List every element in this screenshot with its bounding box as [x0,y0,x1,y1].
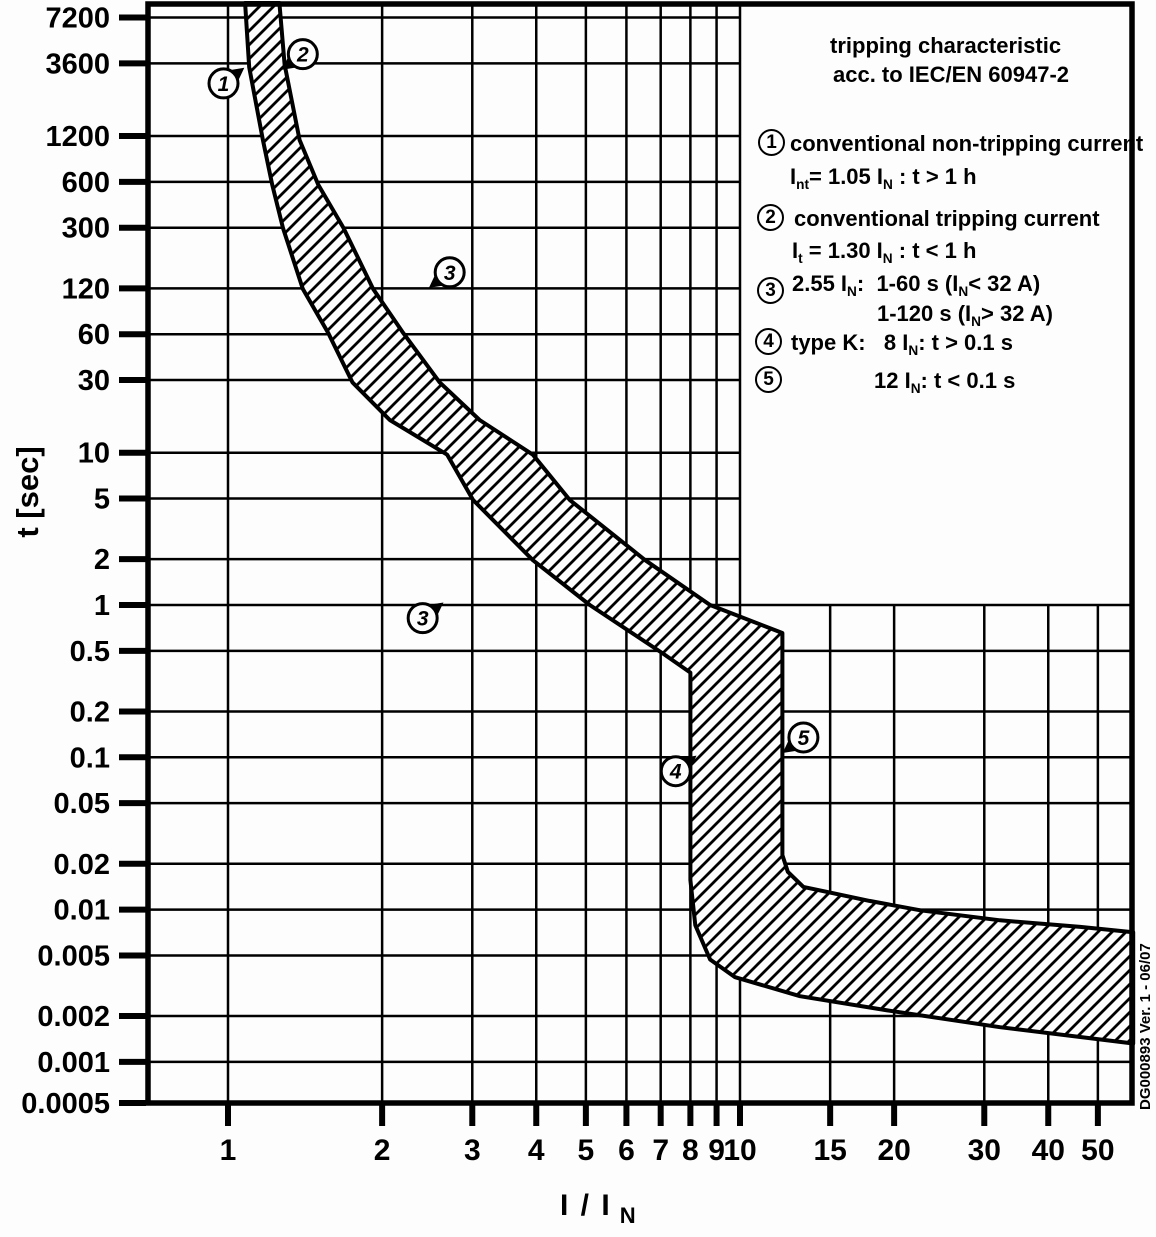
x-tick-label: 20 [877,1134,911,1167]
document-id-watermark: DG000893 Ver. 1 - 06/07 [1137,943,1154,1110]
y-tick-label: 0.0005 [21,1088,110,1120]
x-tick-label: 4 [527,1134,545,1167]
marker-number: 1 [217,72,230,96]
x-tick-labels [220,1134,1115,1167]
y-tick-label: 0.005 [37,940,110,973]
y-tick-labels [21,3,110,1120]
legend-circle-1 [758,129,785,156]
marker-number: 3 [416,607,429,631]
y-tick-label: 0.2 [69,696,110,729]
y-tick-label: 7200 [45,2,110,35]
y-tick-label: 30 [77,365,110,398]
y-tick-label: 2 [93,544,110,577]
y-tick-label: 300 [61,212,110,245]
marker-3 [429,258,464,288]
marker-number: 3 [443,261,456,285]
legend-circle-4 [755,328,782,355]
y-tick-label: 0.002 [37,1001,110,1034]
x-tick-label: 8 [682,1134,699,1167]
x-tick-label: 15 [813,1134,847,1167]
y-tick-label: 10 [77,437,110,470]
y-tick-label: 600 [61,166,110,199]
x-tick-label: 6 [618,1134,635,1167]
legend [742,0,1144,606]
legend-circle-5 [755,366,782,393]
y-tick-label: 120 [61,273,110,306]
x-tick-label: 1 [219,1134,237,1167]
circled-number-1: 1 [758,129,785,156]
y-tick-label: 3600 [45,48,110,81]
y-tick-label: 0.01 [53,894,110,927]
x-tick-label: 2 [373,1134,391,1167]
y-tick-label: 5 [93,483,110,516]
legend-item-2-line2: $I_t = 1.30$ $I_N$ : t < 1 h [792,238,977,267]
legend-title-line1: tripping characteristic [830,33,1062,58]
circled-number-4: 4 [755,328,782,355]
marker-5 [783,723,818,753]
x-tick-label: 50 [1081,1134,1115,1167]
legend-title-line2: acc. to IEC/EN 60947-2 [833,62,1070,87]
marker-2 [282,40,317,70]
circled-number-2: 2 [757,204,784,231]
legend-item-4-line1: type K: 8 $I_N$: t > 0.1 s [791,330,1013,359]
legend-circle-3 [757,277,784,304]
legend-item-2-line1: conventional tripping current [794,206,1100,231]
marker-3b [408,603,443,633]
circled-number-3: 3 [757,277,784,304]
legend-circle-2 [757,204,784,231]
x-tick-label: 5 [577,1134,595,1167]
y-tick-label: 0.1 [69,742,110,775]
y-tick-label: 0.02 [53,848,110,881]
x-tick-label: 9 [708,1134,725,1167]
legend-item-5-line1: 12 $I_N$: t < 0.1 s [874,368,1016,397]
marker-1 [209,68,244,98]
marker-number: 2 [296,43,309,67]
legend-item-3-line1: 2.55 $I_N$: 1-60 s ($I_N< 32$ A) [792,271,1041,300]
y-tick-label: 1 [93,590,110,622]
legend-item-3-line2: 1-120 s ($I_N> 32$ A) [877,301,1053,330]
y-tick-label: 1200 [45,121,110,154]
y-tick-label: 0.5 [69,635,110,668]
y-tick-label: 0.05 [53,788,110,821]
legend-item-1-line2: $I_{nt}= 1.05$ $I_N$ : t > 1 h [790,164,977,193]
x-axis-title: I / I $_N$ [560,1189,638,1228]
circled-number-5: 5 [755,366,782,393]
legend-item-1-line1: conventional non-tripping current [790,131,1144,156]
x-tick-label: 10 [723,1134,757,1167]
x-tick-label: 40 [1031,1134,1065,1167]
y-tick-label: 60 [77,319,110,352]
x-tick-label: 3 [463,1134,481,1167]
y-axis-title: t [sec] [10,446,45,538]
y-tick-label: 0.001 [37,1046,110,1079]
marker-number: 5 [797,726,810,750]
x-tick-label: 30 [967,1134,1001,1167]
marker-number: 4 [669,760,682,784]
x-tick-label: 7 [652,1134,670,1167]
